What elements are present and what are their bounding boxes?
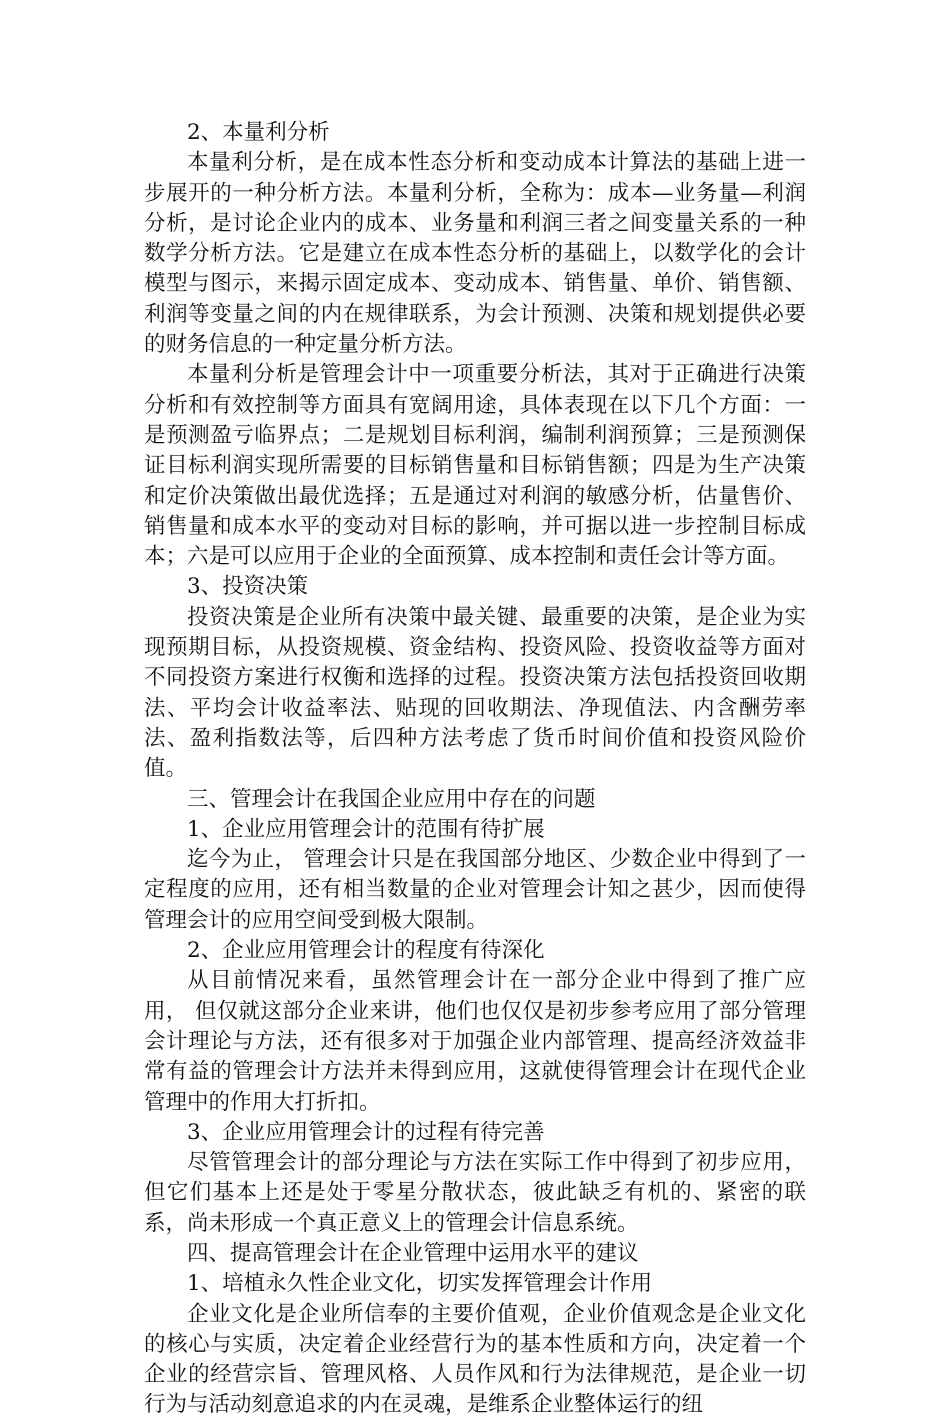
paragraph-scope: 迄今为止， 管理会计只是在我国部分地区、少数企业中得到了一定程度的应用，还有相当数量的企业对管理会计知之甚少，因而使得管理会计的应用空间受到极大限制。 bbox=[144, 847, 806, 933]
paragraph-investment-decision: 投资决策是企业所有决策中最关键、最重要的决策，是企业为实现预期目标，从投资规模、资金结构、投资风险、投资收益等方面对不同投资方案进行权衡和选择的过程。投资决策方法包括投资回收期法、平均会计收益率法、贴现的回收期法、净现值法、内含酬劳率法、盈利指数法等，后四种方法考虑了货币时间价值和投资风险价值。 bbox=[144, 604, 806, 782]
section-heading-process: 3、企业应用管理会计的过程有待完善 bbox=[187, 1119, 545, 1145]
paragraph-cvp-definition: 本量利分析，是在成本性态分析和变动成本计算法的基础上进一步展开的一种分析方法。本量利分析，全称为：成本—业务量—利润分析，是讨论企业内的成本、业务量和利润三者之间变量关系的一种数学分析方法。它是建立在成本性态分析的基础上，以数学化的会计模型与图示，来揭示固定成本、变动成本、销售量、单价、销售额、利润等变量之间的内在规律联系，为会计预测、决策和规划提供必要的财务信息的一种定量分析方法。 bbox=[144, 150, 806, 358]
section-heading-cvp-analysis: 2、本量利分析 bbox=[187, 120, 330, 145]
section-heading-investment-decision: 3、投资决策 bbox=[187, 574, 309, 600]
section-heading-scope: 1、企业应用管理会计的范围有待扩展 bbox=[187, 816, 545, 842]
paragraph-cvp-uses: 本量利分析是管理会计中一项重要分析法，其对于正确进行决策分析和有效控制等方面具有宽阔用途，具体表现在以下几个方面：一是预测盈亏临界点；二是规划目标利润，编制利润预算；三是预测保证目标利润实现所需要的目标销售量和目标销售额；四是为生产决策和定价决策做出最优选择；五是通过对利润的敏感分析，估量售价、销售量和成本水平的变动对目标的影响，并可据以进一步控制目标成本；六是可以应用于企业的全面预算、成本控制和责任会计等方面。 bbox=[144, 362, 806, 570]
chapter-heading-suggestions: 四、提高管理会计在企业管理中运用水平的建议 bbox=[187, 1240, 639, 1266]
section-heading-depth: 2、企业应用管理会计的程度有待深化 bbox=[187, 938, 545, 964]
paragraph-depth: 从目前情况来看，虽然管理会计在一部分企业中得到了推广应用， 但仅就这部分企业来讲，他们也仅仅是初步参考应用了部分管理会计理论与方法，还有很多对于加强企业内部管理、提高经济效益非常有益的管理会计方法并未得到应用，这就使得管理会计在现代企业管理中的作用大打折扣。 bbox=[144, 968, 806, 1115]
document-page bbox=[144, 118, 806, 1421]
chapter-heading-problems: 三、管理会计在我国企业应用中存在的问题 bbox=[187, 786, 596, 812]
paragraph-culture: 企业文化是企业所信奉的主要价值观，企业价值观念是企业文化的核心与实质，决定着企业经营行为的基本性质和方向，决定着一个企业的经营宗旨、管理风格、人员作风和行为法律规范，是企业一切行为与活动刻意追求的内在灵魂，是维系企业整体运行的纽 bbox=[144, 1301, 806, 1418]
section-heading-culture: 1、培植永久性企业文化，切实发挥管理会计作用 bbox=[187, 1271, 653, 1297]
paragraph-process: 尽管管理会计的部分理论与方法在实际工作中得到了初步应用，但它们基本上还是处于零星分散状态，彼此缺乏有机的、紧密的联系，尚未形成一个真正意义上的管理会计信息系统。 bbox=[144, 1150, 806, 1236]
